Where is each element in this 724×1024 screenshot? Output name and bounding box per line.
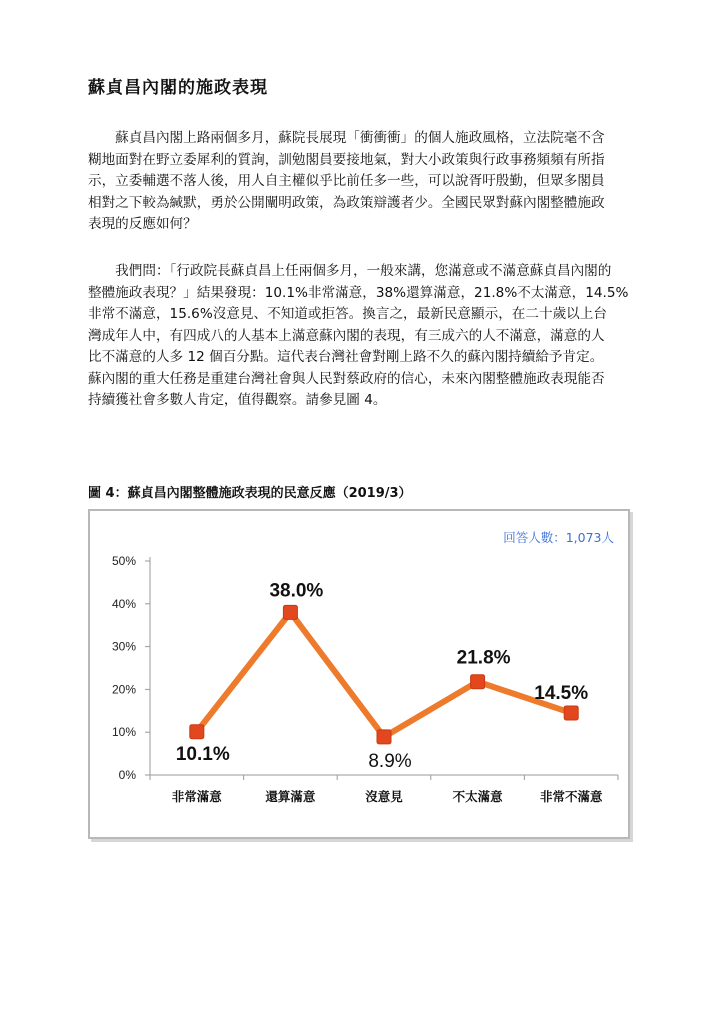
paragraph-2-line: 我們問：「行政院長蘇貞昌上任兩個多月，一般來講，您滿意或不滿意蘇貞昌內閣的 [88,263,612,279]
y-tick-label: 40% [111,596,136,611]
data-point-marker [283,605,297,619]
data-label: 38.0% [269,580,324,602]
page-title: 蘇貞昌內閣的施政表現 [88,78,268,98]
respondents-label: 回答人數：1,073人 [503,530,614,545]
y-tick-label: 30% [111,639,136,654]
paragraph-1 [88,128,648,236]
x-category-label: 還算滿意 [265,789,316,804]
paragraph-1-line: 相對之下較為緘默，勇於公開闡明政策，為政策辯護者少。全國民眾對蘇內閣整體施政 [88,194,605,211]
paragraph-2-line: 持續獲社會多數人肯定，值得觀察。請參見圖 4。 [88,392,387,408]
paragraph-2-line: 整體施政表現？」結果發現：10.1%非常滿意，38%還算滿意，21.8%不太滿意，14.5% [88,284,629,301]
paragraph-1-line: 糊地面對在野立委犀利的質詢，訓勉閣員要接地氣，對大小政策與行政事務頻頻有所指 [88,151,605,168]
y-tick-label: 20% [111,682,136,697]
data-point-marker [190,725,204,739]
paragraph-1-line: 表現的反應如何？ [88,216,197,232]
chart-frame [88,509,630,839]
y-tick-label: 50% [111,554,136,568]
data-point-marker [377,730,391,744]
data-label: 10.1% [175,743,230,765]
data-point-marker [564,706,578,720]
paragraph-2 [88,261,648,412]
y-tick-label: 0% [118,768,136,782]
data-label: 8.9% [368,750,412,772]
data-point-marker [471,675,485,689]
paragraph-1-line: 蘇貞昌內閣上路兩個多月，蘇院長展現「衝衝衝」的個人施政風格，立法院毫不含 [88,130,605,146]
figure-caption: 圖 4：蘇貞昌內閣整體施政表現的民意反應（2019/3） [88,486,412,501]
x-category-label: 非常滿意 [171,789,222,804]
series-line [197,612,571,737]
paragraph-2-line: 灣成年人中，有四成八的人基本上滿意蘇內閣的表現，有三成六的人不滿意，滿意的人 [88,327,605,344]
x-category-label: 沒意見 [365,789,403,804]
paragraph-2-line: 非常不滿意，15.6%沒意見、不知道或拒答。換言之，最新民意顯示，在二十歲以上台 [88,306,607,322]
paragraph-2-line: 比不滿意的人多 12 個百分點。這代表台灣社會對剛上路不久的蘇內閣持續給予肯定。 [88,349,604,365]
line-chart [90,511,628,837]
x-category-label: 非常不滿意 [539,789,603,804]
data-label: 21.8% [456,647,511,669]
y-tick-label: 10% [111,725,136,740]
paragraph-1-line: 示，立委輔選不落人後，用人自主權似乎比前任多一些，可以說胥吁殷勤，但眾多閣員 [88,173,605,189]
data-label: 14.5% [534,682,589,704]
x-category-label: 不太滿意 [452,789,503,804]
paragraph-2-line: 蘇內閣的重大任務是重建台灣社會與人民對蔡政府的信心，未來內閣整體施政表現能否 [88,370,605,387]
